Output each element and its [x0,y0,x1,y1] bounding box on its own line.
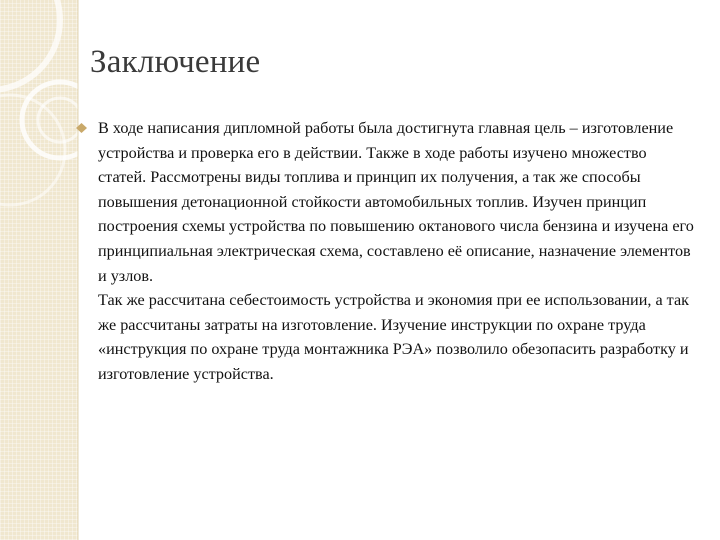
slide-body-text: В ходе написания дипломной работы была достигнута главная цель – изготовление устройства и проверка его в действии. Также в ходе работы изучено множество статей. Рассмотрены виды топлива и принцип их получения, а так же способы повышения детонационной стойкости автомобильных топлив. Изучен принцип построения схемы устройства по повышению октанового числа бензина и изучена его принципиальная электрическая схема, составлено её описание, назначение элементов и узлов. Так же рассчитана себестоимость устройства и экономия при ее использовании, а так же рассчитаны затраты на изготовление. Изучение инструкции по охране труда «инструкция по охране труда монтажника РЭА» позволило обезопасить разработку и изготовление устройства. [98,119,694,383]
diamond-bullet-icon [76,123,87,133]
decorative-circles [0,0,90,540]
slide-title: Заключение [90,44,261,80]
slide-content [98,116,698,387]
